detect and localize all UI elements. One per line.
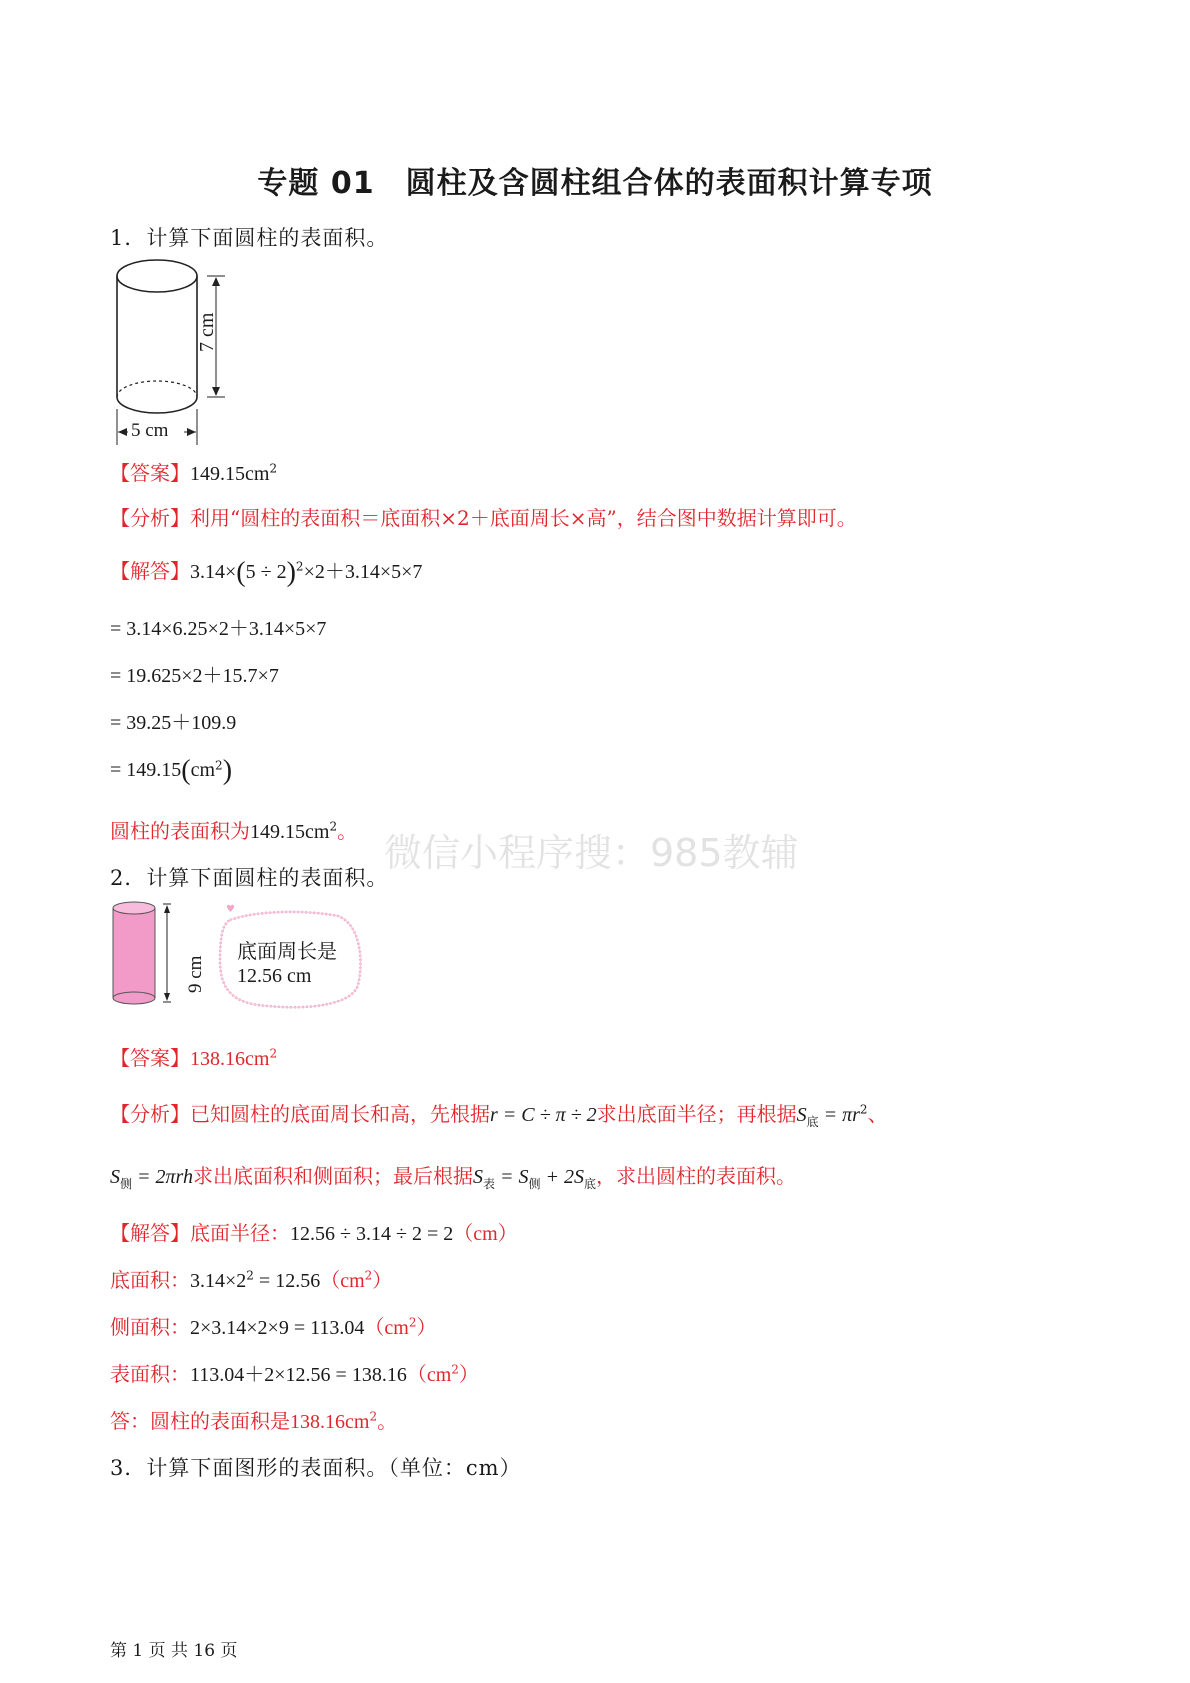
q1-height-label: 7 cm <box>196 312 218 352</box>
q2-question: 2．计算下面圆柱的表面积。 <box>110 866 389 890</box>
q2-solution-radius: 【解答】底面半径：12.56 ÷ 3.14 ÷ 2 = 2（cm） <box>110 1221 518 1245</box>
q2-analysis-line1: 【分析】已知圆柱的底面周长和高，先根据r = C ÷ π ÷ 2求出底面半径；再根据$S_底 = \pi r^2$、 <box>110 1102 888 1129</box>
q1-answer: 【答案】$149.15cm^2$ <box>110 461 278 485</box>
q1-step1: = 3.14×6.25×2＋3.14×5×7 <box>110 618 327 640</box>
q2-solution-side-area: 侧面积：$2\times 3.14\times 2\times 9 = 113.04(cm^2)$ <box>110 1315 437 1339</box>
q1-conclusion: 圆柱的表面积为$149.15cm^2$。 <box>110 819 358 843</box>
q1-step4: = $149.15(cm^2)$ <box>110 755 233 786</box>
q2-bubble-line2: 12.56 cm <box>237 965 312 987</box>
q1-question: 1．计算下面圆柱的表面积。 <box>110 226 389 250</box>
svg-text:♥: ♥ <box>226 904 235 915</box>
q1-solution: 【解答】$3.14\times(5 \div 2)^2\times 2+3.14\times 5\times 7$ <box>110 557 423 588</box>
q1-step2: = 19.625×2＋15.7×7 <box>110 665 279 687</box>
q2-analysis-line2: $S_侧 = 2\pi rh$求出底面积和侧面积；最后根据$S_表 = S_侧 + 2S_底$，求出圆柱的表面积。 <box>110 1164 796 1191</box>
q3-question: 3．计算下面图形的表面积。（单位：cm） <box>110 1456 522 1480</box>
page-title: 专题 01 圆柱及含圆柱组合体的表面积计算专项 <box>257 166 933 201</box>
q2-height-label: 9 cm <box>185 955 206 993</box>
q2-solution-base-area: 底面积：$3.14\times 2^2 = 12.56(cm^2)$ <box>110 1268 393 1292</box>
q2-solution-surface-area: 表面积：$113.04+2\times 12.56 = 138.16(cm^2)$ <box>110 1362 479 1386</box>
watermark: 微信小程序搜：985教辅 <box>384 831 799 875</box>
q2-final-answer: 答：圆柱的表面积是$138.16cm^2$。 <box>110 1409 398 1433</box>
q1-analysis: 【分析】利用“圆柱的表面积＝底面积×2＋底面周长×高”，结合图中数据计算即可。 <box>110 506 857 530</box>
q2-bubble-line1: 底面周长是 <box>237 939 337 963</box>
q1-diameter-label: 5 cm <box>131 420 169 441</box>
q1-step3: = 39.25＋109.9 <box>110 712 237 734</box>
q2-answer: 【答案】$138.16cm^2$ <box>110 1046 278 1070</box>
page-footer: 第 1 页 共 16 页 <box>110 1641 238 1661</box>
